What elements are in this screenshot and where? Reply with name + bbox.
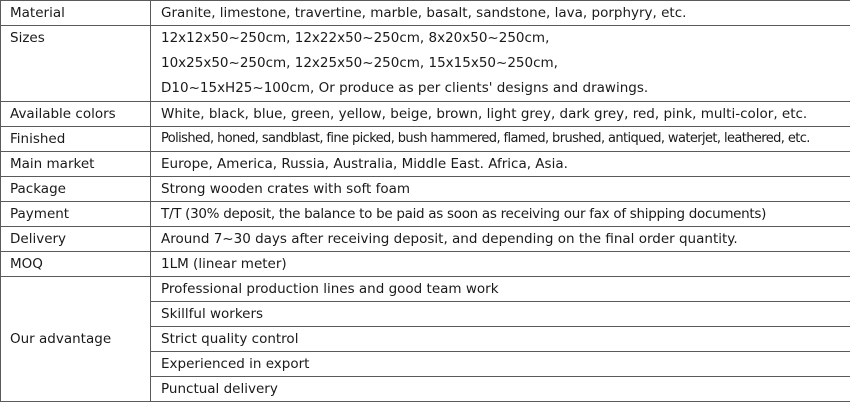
row-label-advantage: Our advantage — [1, 277, 151, 402]
advantage-item: Punctual delivery — [151, 377, 850, 402]
table-row — [1, 26, 850, 102]
row-label-package: Package — [1, 177, 151, 202]
table-row — [1, 1, 850, 26]
advantage-item: Strict quality control — [151, 327, 850, 352]
row-value-payment: T/T (30% deposit, the balance to be paid as soon as receiving our fax of shipping documents) — [151, 202, 850, 227]
row-value-material: Granite, limestone, travertine, marble, basalt, sandstone, lava, porphyry, etc. — [151, 1, 850, 26]
row-value-sizes — [151, 26, 850, 102]
row-value-market: Europe, America, Russia, Australia, Middle East. Africa, Asia. — [151, 152, 850, 177]
row-value-colors: White, black, blue, green, yellow, beige, brown, light grey, dark grey, red, pink, multi-color, etc. — [151, 102, 850, 127]
row-value-delivery: Around 7~30 days after receiving deposit, and depending on the final order quantity. — [151, 227, 850, 252]
row-label-material: Material — [1, 1, 151, 26]
sizes-line: D10~15xH25~100cm, Or produce as per clients' designs and drawings. — [161, 80, 649, 96]
row-value-moq: 1LM (linear meter) — [151, 252, 850, 277]
table-row — [1, 152, 850, 177]
table-row — [1, 227, 850, 252]
row-label-sizes: Sizes — [1, 26, 151, 102]
table-row — [1, 102, 850, 127]
sizes-line: 10x25x50~250cm, 12x25x50~250cm, 15x15x50~250cm, — [161, 55, 558, 71]
table-row — [1, 202, 850, 227]
table-row — [1, 177, 850, 202]
row-label-finished: Finished — [1, 127, 151, 152]
row-label-market: Main market — [1, 152, 151, 177]
row-label-delivery: Delivery — [1, 227, 151, 252]
table-row — [1, 127, 850, 152]
row-label-payment: Payment — [1, 202, 151, 227]
table-row — [1, 277, 850, 302]
row-label-colors: Available colors — [1, 102, 151, 127]
row-value-package: Strong wooden crates with soft foam — [151, 177, 850, 202]
advantage-item: Professional production lines and good team work — [151, 277, 850, 302]
row-label-moq: MOQ — [1, 252, 151, 277]
row-value-finished: Polished, honed, sandblast, fine picked, bush hammered, flamed, brushed, antiqued, waterjet, leathered, etc. — [151, 127, 850, 152]
advantage-item: Skillful workers — [151, 302, 850, 327]
advantage-item: Experienced in export — [151, 352, 850, 377]
sizes-line: 12x12x50~250cm, 12x22x50~250cm, 8x20x50~250cm, — [161, 30, 550, 46]
table-row — [1, 252, 850, 277]
